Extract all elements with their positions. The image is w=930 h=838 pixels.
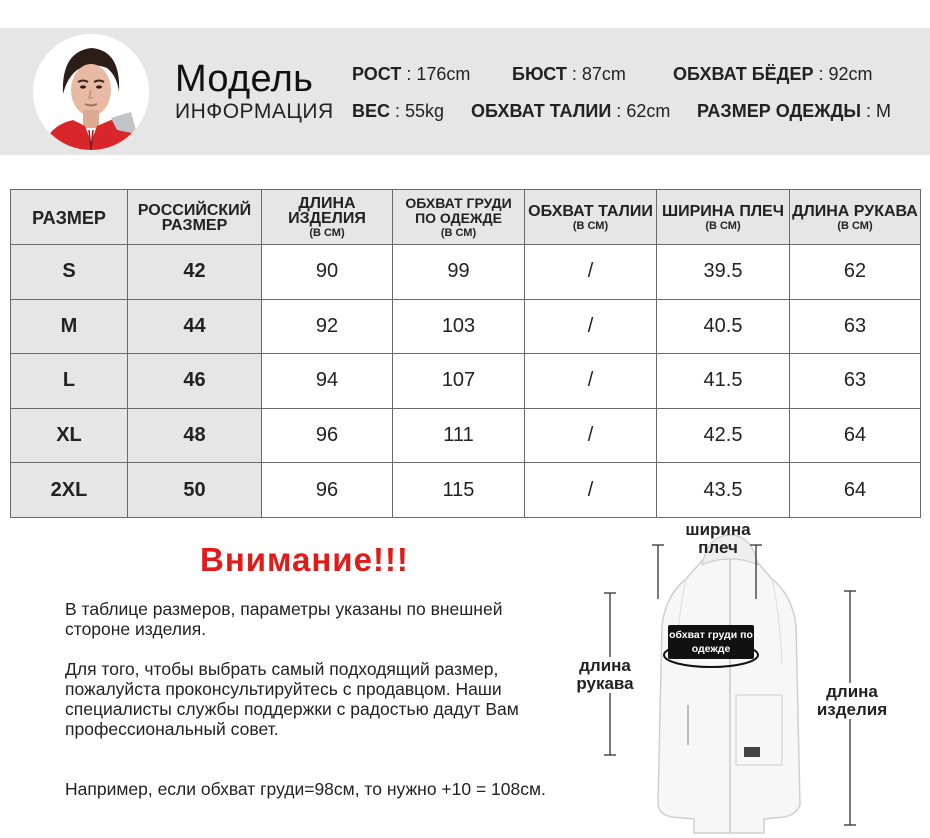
stat-waist: ОБХВАТ ТАЛИИ : 62cm <box>471 101 671 121</box>
size-table <box>10 189 921 518</box>
cell-length: 90 <box>262 245 393 300</box>
stat-hips: ОБХВАТ БЁДЕР : 92cm <box>673 64 873 84</box>
table-row <box>11 245 921 300</box>
cell-length: 92 <box>262 299 393 354</box>
header-russian-size: РОССИЙСКИЙ РАЗМЕР <box>128 190 262 245</box>
cell-chest: 107 <box>393 354 525 409</box>
table-row <box>11 299 921 354</box>
cell-chest: 111 <box>393 408 525 463</box>
label-sleeve-length: длина рукава <box>570 657 640 693</box>
cell-russian-size: 50 <box>128 463 262 518</box>
cell-shoulder: 41.5 <box>657 354 790 409</box>
header-shoulder: ШИРИНА ПЛЕЧ (В СМ) <box>657 190 790 245</box>
cell-waist: / <box>525 408 657 463</box>
cell-shoulder: 40.5 <box>657 299 790 354</box>
cell-length: 96 <box>262 408 393 463</box>
cell-russian-size: 42 <box>128 245 262 300</box>
table-header-row <box>11 190 921 245</box>
cell-russian-size: 46 <box>128 354 262 409</box>
cell-chest: 99 <box>393 245 525 300</box>
label-garment-length: длина изделия <box>812 683 892 719</box>
header-sleeve: ДЛИНА РУКАВА (В СМ) <box>790 190 921 245</box>
cell-sleeve: 62 <box>790 245 921 300</box>
notice-paragraph-2: Для того, чтобы выбрать самый подходящий размер, пожалуйста проконсультируйтесь с продавцом. Наши специалисты службы поддержки с радостью дадут Вам профессиональный совет. <box>65 659 519 739</box>
cell-shoulder: 39.5 <box>657 245 790 300</box>
cell-length: 94 <box>262 354 393 409</box>
stat-bust: БЮСТ : 87cm <box>512 64 626 84</box>
model-info-banner <box>0 28 930 155</box>
model-avatar <box>33 34 149 150</box>
cell-chest: 103 <box>393 299 525 354</box>
notice-paragraph-3: Например, если обхват груди=98см, то нужно +10 = 108см. <box>65 779 546 799</box>
cell-waist: / <box>525 299 657 354</box>
cell-size: L <box>11 354 128 409</box>
cell-waist: / <box>525 463 657 518</box>
cell-size: S <box>11 245 128 300</box>
stat-weight: ВЕС : 55kg <box>352 101 445 121</box>
cell-russian-size: 44 <box>128 299 262 354</box>
cell-shoulder: 43.5 <box>657 463 790 518</box>
table-row <box>11 354 921 409</box>
cell-chest: 115 <box>393 463 525 518</box>
table-row <box>11 463 921 518</box>
cell-sleeve: 64 <box>790 463 921 518</box>
header-chest: ОБХВАТ ГРУДИ ПО ОДЕЖДЕ (В СМ) <box>393 190 525 245</box>
label-chest: обхват груди по одежде <box>668 625 754 659</box>
header-size: РАЗМЕР <box>11 190 128 245</box>
cell-size: 2XL <box>11 463 128 518</box>
cell-size: M <box>11 299 128 354</box>
attention-heading: Внимание!!! <box>200 541 409 578</box>
header-waist: ОБХВАТ ТАЛИИ (В СМ) <box>525 190 657 245</box>
table-row <box>11 408 921 463</box>
label-shoulder-width: ширина плеч <box>685 520 751 557</box>
stat-height: РОСТ : 176cm <box>352 64 471 84</box>
cell-size: XL <box>11 408 128 463</box>
cell-length: 96 <box>262 463 393 518</box>
cell-waist: / <box>525 354 657 409</box>
cell-waist: / <box>525 245 657 300</box>
cell-russian-size: 48 <box>128 408 262 463</box>
cell-sleeve: 64 <box>790 408 921 463</box>
cell-sleeve: 63 <box>790 299 921 354</box>
stat-clothing-size: РАЗМЕР ОДЕЖДЫ : M <box>697 101 892 121</box>
notice-paragraph-1: В таблице размеров, параметры указаны по внешней стороне изделия. <box>65 599 503 639</box>
measurement-diagram <box>560 515 930 838</box>
model-title: Модель <box>175 58 314 100</box>
header-length: ДЛИНА ИЗДЕЛИЯ (В СМ) <box>262 190 393 245</box>
cell-shoulder: 42.5 <box>657 408 790 463</box>
model-subtitle: ИНФОРМАЦИЯ <box>175 100 334 123</box>
cell-sleeve: 63 <box>790 354 921 409</box>
